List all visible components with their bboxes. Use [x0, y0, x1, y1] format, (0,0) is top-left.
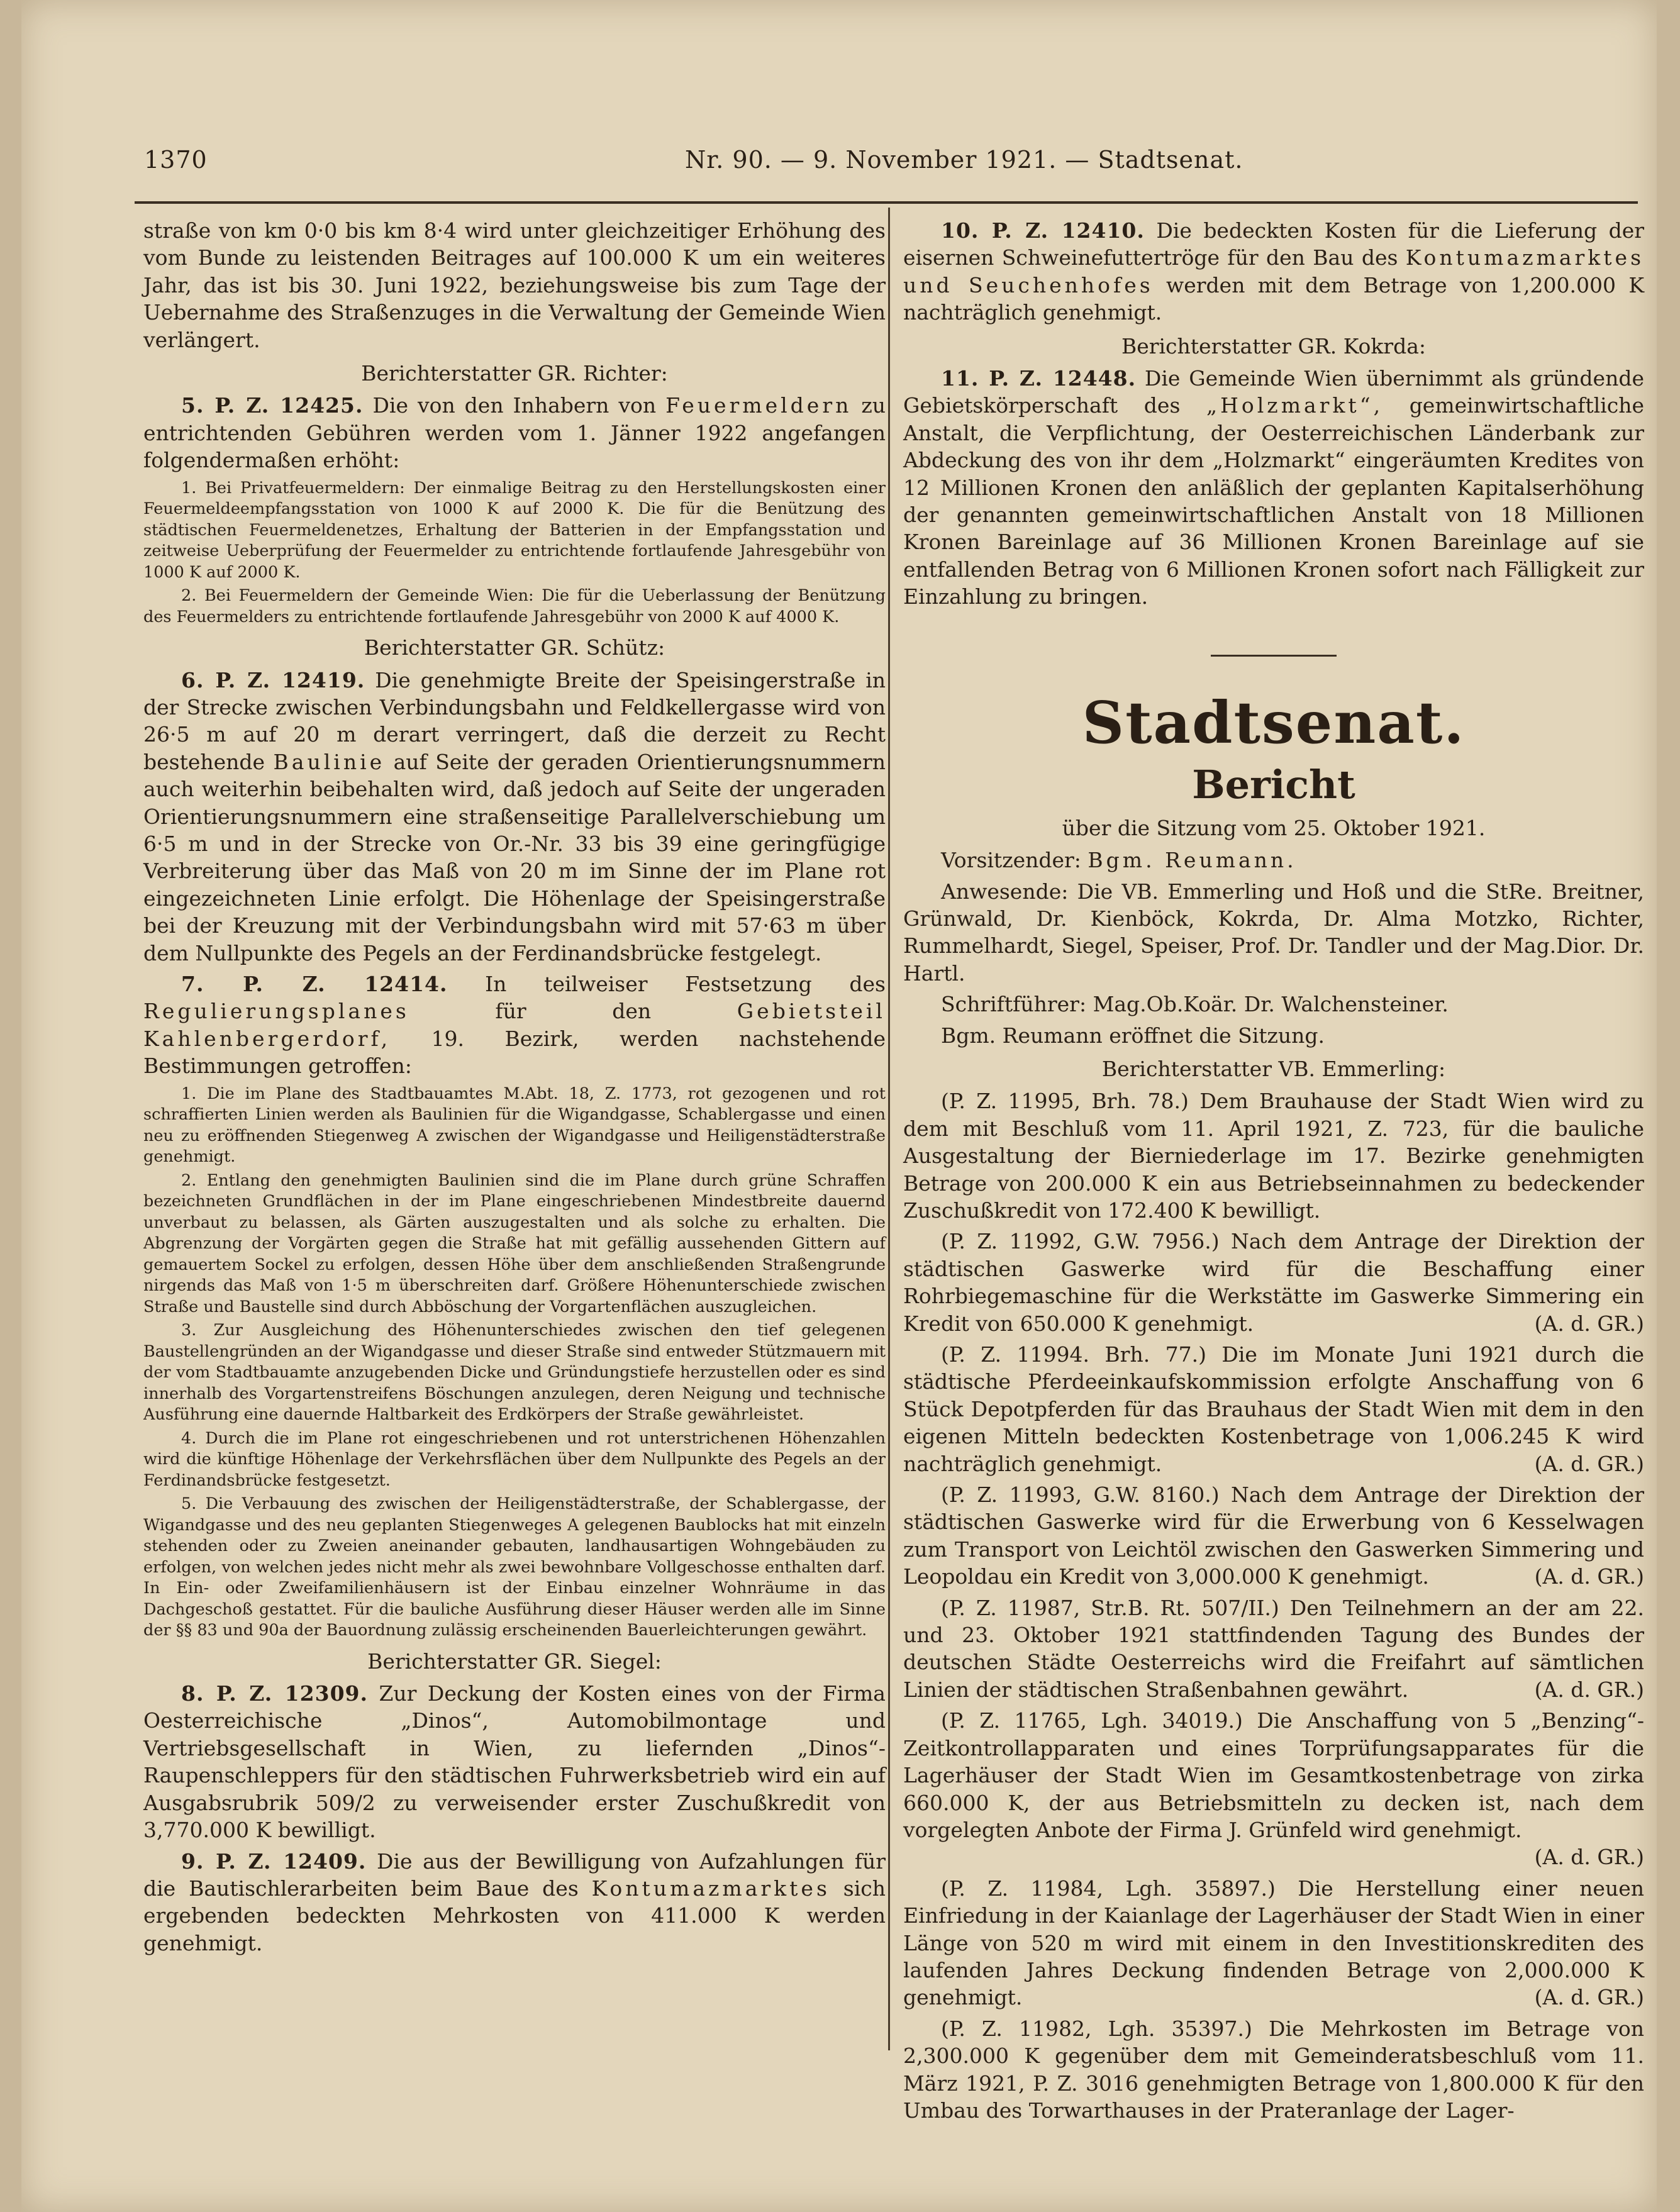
resolution-entry: (P. Z. 11987, Str.B. Rt. 507/II.) Den Teilnehmern an der am 22. und 23. Oktober 1921 stattfindenden Tagung des Bundes der deutschen Städte Oesterreichs wird die Freifahrt auf sämtlichen Linien der städtischen Straßenbahnen gewährt. (A. d. GR.) [903, 1594, 1644, 1704]
item-7-subitem: 2. Entlang den genehmigten Baulinien sind die im Plane durch grüne Schraffen bezeichneten Grundflächen in der im Plane eingeschriebenen Mindestbreite dauernd unverbaut zu belassen, als Gärten auszugestalten und als solche zu erhalten. Die Abgrenzung der Vorgärten gegen die Straße hat mit gefällig aussehenden Gittern auf gemauertem Sockel zu erfolgen, dessen Höhe über dem anschließenden Straßengrunde nirgends das Maß von 1·5 m überschreiten darf. Größere Höhenunterschiede zwischen Straße und Baustelle sind durch Abböschung der Vorgartenflächen auszugleichen. [143, 1170, 886, 1316]
reporter-heading: Berichterstatter GR. Schütz: [364, 635, 665, 660]
adgr-note: (A. d. GR.) [1534, 1451, 1644, 1476]
item-11: 11. P. Z. 12448. Die Gemeinde Wien übernimmt als gründende Gebietskörperschaft des „Holzmarkt“, gemeinwirtschaftliche Anstalt, die Verpflichtung, der Oesterreichischen Länderbank zur Abdeckung des von ihr dem „Holzmarkt“ eingeräumten Kredites von 12 Millionen Kronen den anläßlich der geplanten Kapitalserhöhung der genannten gemeinwirtschaftlichen Anstalt von 18 Millionen Kronen Bareinlage auf 36 Millionen Kronen Bareinlage auf sie entfallenden Betrag von 6 Millionen Kronen sofort nach Fälligkeit zur Einzahlung zu bringen. [903, 366, 1644, 609]
item-5-subitem: 2. Bei Feuermeldern der Gemeinde Wien: Die für die Ueberlassung der Benützung des Feuermelders zu entrichtende fortlaufende Jahresgebühr von 2000 K auf 4000 K. [143, 586, 886, 626]
page-number: 1370 [144, 146, 208, 174]
section-separator [1211, 655, 1337, 657]
adgr-note: (A. d. GR.) [1534, 1845, 1644, 1870]
entry-reference: (P. Z. 11765, Lgh. 34019.) [941, 1708, 1243, 1733]
item-7-subitem: 4. Durch die im Plane rot eingeschriebenen und rot unterstrichenen Höhenzahlen wird die künftige Höhenlage der Verkehrsflächen über dem Nullpunkte des Pegels an der Ferdinandsbrücke festgesetzt. [143, 1428, 886, 1490]
resolution-entry: (P. Z. 11765, Lgh. 34019.) Die Anschaffung von 5 „Benzing“-Zeitkontrollapparaten und eines Torprüfungsapparates für die Lagerhäuser der Stadt Wien im Gesamtkostenbetrage von zirka 660.000 K, der aus Betriebsmitteln zu decken ist, nach dem vorgelegten Anbote der Firma J. Grünfeld wird genehmigt. (A. d. GR.) [903, 1707, 1644, 1870]
item-5-subitem: 1. Bei Privatfeuermeldern: Der einmalige Beitrag zu den Herstellungskosten einer Feuermeldeempfangsstation von 1000 K auf 2000 K. Die für die Benützung des städtischen Feuermeldenetzes, Erhaltung der Batterien in der Empfangsstation und zeitweise Ueberprüfung der Feuermelder zu entrichtende fortlaufende Jahresgebühr von 1000 K auf 2000 K. [143, 478, 886, 582]
resolution-entry: (P. Z. 11993, G.W. 8160.) Nach dem Antrage der Direktion der städtischen Gaswerke wird für die Erwerbung von 6 Kesselwagen zum Transport von Leichtöl zwischen den Gaswerken Simmering und Leopoldau ein Kredit von 3,000.000 K genehmigt. (A. d. GR.) [903, 1481, 1644, 1591]
opening-line: Bgm. Reumann eröffnet die Sitzung. [941, 1023, 1325, 1048]
section-title: Stadtsenat. [1082, 688, 1466, 757]
reporter-heading: Berichterstatter GR. Kokrda: [1121, 333, 1427, 358]
item-6: 6. P. Z. 12419. Die genehmigte Breite der Speisingerstraße in der Strecke zwischen Verbindungsbahn und Feldkellergasse wird von 26·5 m auf 20 m derart verringert, daß die derzeit zu Recht bestehende Baulinie auf Seite der geraden Orientierungsnummern auch weiterhin beibehalten wird, daß jedoch auf Seite der ungeraden Orientierungsnummern eine straßenseitige Parallelverschiebung um 6·5 m und in der Strecke von Or.-Nr. 33 bis 39 eine geringfügige Verbreiterung über das Maß von 20 m im Sinne der im Plane rot eingezeichneten Linie erfolgt. Die Höhenlage der Speisingerstraße bei der Kreuzung mit der Verbindungsbahn wird mit 57·63 m über dem Nullpunkte des Pegels an der Ferdinandsbrücke festgelegt. [143, 667, 886, 965]
reporter-heading: Berichterstatter VB. Emmerling: [1101, 1056, 1446, 1081]
item-number: 5. P. Z. 12425. [181, 393, 364, 418]
item-7-subitem: 5. Die Verbauung des zwischen der Heiligenstädterstraße, der Schablergasse, der Wigandgasse und des neu geplanten Stiegenweges A gelegenen Baublocks hat mit einzeln stehenden oder zu Zweien aneinander gebauten, landhausartigen Wohngebäuden zu erfolgen, von welchen jedes nicht mehr als zwei bewohnbare Vollgeschosse enthalten darf. In Ein- oder Zweifamilienhäusern ist der Einbau einzelner Wohnräume in das Dachgeschoß gestattet. Für die bauliche Ausführung dieser Häuser werden alle im Sinne der §§ 83 und 90a der Bauordnung zulässig erscheinenden Bauerleichterungen gewährt. [143, 1494, 886, 1640]
continued-paragraph: straße von km 0·0 bis km 8·4 wird unter gleichzeitiger Erhöhung des vom Bunde zu leistenden Beitrages auf 100.000 K um ein weiteres Jahr, das ist bis 30. Juni 1922, beziehungsweise bis zum Tage der Uebernahme des Straßenzuges in die Verwaltung der Gemeinde Wien verlängert. [143, 218, 886, 352]
reporter-heading: Berichterstatter GR. Richter: [361, 361, 668, 386]
resolution-entry: (P. Z. 11992, G.W. 7956.) Nach dem Antrage der Direktion der städtischen Gaswerke wird für die Beschaffung einer Rohrbiegemaschine für die Werkstätte im Gaswerke Simmering ein Kredit von 650.000 K genehmigt. (A. d. GR.) [903, 1228, 1644, 1337]
entry-reference: (P. Z. 11984, Lgh. 35897.) [941, 1876, 1276, 1901]
newspaper-page [21, 0, 1657, 2212]
item-7-subitem: 1. Die im Plane des Stadtbauamtes M.Abt. 18, Z. 1773, rot gezogenen und rot schraffierten Linien werden als Baulinien für die Wigandgasse, Schablergasse und einen neu zu eröffnenden Stiegenweg A zwischen der Wigandgasse und Heiligenstädterstraße genehmigt. [143, 1084, 886, 1167]
item-number: 7. P. Z. 12414. [181, 972, 448, 997]
header-rule [135, 201, 1638, 204]
entry-reference: (P. Z. 11994. Brh. 77.) [941, 1342, 1206, 1367]
chair-line: Vorsitzender: Bgm. Reumann. [941, 848, 1297, 873]
item-number: 10. P. Z. 12410. [941, 218, 1145, 243]
item-number: 11. P. Z. 12448. [941, 366, 1137, 391]
entry-reference: (P. Z. 11993, G.W. 8160.) [941, 1482, 1220, 1508]
session-line: über die Sitzung vom 25. Oktober 1921. [1062, 815, 1486, 840]
reporter-heading: Berichterstatter GR. Siegel: [367, 1648, 662, 1674]
section-subtitle: Bericht [1192, 761, 1355, 808]
item-10: 10. P. Z. 12410. Die bedeckten Kosten für die Lieferung der eisernen Schweinefuttertröge für den Bau des Kontumazmarktes und Seuchenhofes werden mit dem Betrage von 1,200.000 K nachträglich genehmigt. [903, 218, 1644, 325]
entry-reference: (P. Z. 11987, Str.B. Rt. 507/II.) [941, 1595, 1279, 1620]
item-5: 5. P. Z. 12425. Die von den Inhabern von Feuermeldern zu entrichtenden Gebühren werden vom 1. Jänner 1922 angefangen folgendermaßen erhöht: [143, 393, 886, 473]
secretary-line: Schriftführer: Mag.Ob.Koär. Dr. Walchensteiner. [941, 992, 1449, 1017]
item-8: 8. P. Z. 12309. Zur Deckung der Kosten eines von der Firma Oesterreichische „Dinos“, Automobilmontage und Vertriebsgesellschaft in Wien, zu liefernden „Dinos“-Raupenschleppers für den städtischen Fuhrwerksbetrieb wird ein auf Ausgabsrubrik 509/2 zu verweisender erster Zuschußkredit von 3,770.000 K bewilligt. [143, 1681, 886, 1843]
entry-reference: (P. Z. 11995, Brh. 78.) [941, 1089, 1189, 1114]
entry-reference: (P. Z. 11982, Lgh. 35397.) [941, 2016, 1252, 2041]
adgr-note: (A. d. GR.) [1534, 1564, 1644, 1589]
running-title: Nr. 90. — 9. November 1921. — Stadtsenat. [685, 146, 1243, 174]
item-number: 8. P. Z. 12309. [181, 1681, 368, 1706]
adgr-note: (A. d. GR.) [1534, 1311, 1644, 1336]
item-number: 9. P. Z. 12409. [181, 1848, 367, 1874]
item-number: 6. P. Z. 12419. [181, 667, 365, 692]
resolution-entry: (P. Z. 11994. Brh. 77.) Die im Monate Juni 1921 durch die städtische Pferdeeinkaufskommission erfolgte Anschaffung von 6 Stück Depotpferden für das Brauhaus der Stadt Wien mit dem in den eigenen Mitteln bedeckten Kostenbetrage von 1,006.245 K wird nachträglich genehmigt. (A. d. GR.) [903, 1341, 1644, 1477]
adgr-note: (A. d. GR.) [1534, 1677, 1644, 1702]
column-divider [888, 208, 890, 2050]
right-column [903, 217, 1644, 2128]
item-9: 9. P. Z. 12409. Die aus der Bewilligung von Aufzahlungen für die Bautischlerarbeiten beim Baue des Kontumazmarktes sich ergebenden bedeckten Mehrkosten von 411.000 K werden genehmigt. [143, 1848, 886, 1955]
resolution-entry: (P. Z. 11995, Brh. 78.) Dem Brauhause der Stadt Wien wird zu dem mit Beschluß vom 11. April 1921, Z. 723, für die bauliche Ausgestaltung der Bierniederlage im 17. Bezirke genehmigten Betrage von 200.000 K ein aus Betriebseinnahmen zu bedeckender Zuschußkredit von 172.400 K bewilligt. [903, 1089, 1644, 1223]
item-7: 7. P. Z. 12414. In teilweiser Festsetzung des Regulierungsplanes für den Gebietsteil Kahlenbergerdorf, 19. Bezirk, werden nachstehende Bestimmungen getroffen: [143, 972, 886, 1079]
resolution-entry: (P. Z. 11982, Lgh. 35397.) Die Mehrkosten im Betrage von 2,300.000 K gegenüber dem mit Gemeinderatsbeschluß vom 11. März 1921, P. Z. 3016 genehmigten Betrage von 1,800.000 K für den Umbau des Torwarthauses in der Prateranlage der Lager- [903, 2016, 1644, 2123]
item-7-subitem: 3. Zur Ausgleichung des Höhenunterschiedes zwischen den tief gelegenen Baustellengründen an der Wigandgasse und dieser Straße sind entweder Stützmauern mit der vom Stadtbauamte anzugebenden Dicke und Gründungstiefe herzustellen oder es sind innerhalb des Vorgartenstreifens Böschungen anzulegen, deren Neigung und technische Ausführung eine dauernde Haltbarkeit des Erdkörpers der Straße gewährleistet. [143, 1321, 886, 1425]
attendees-line: Anwesende: Die VB. Emmerling und Hoß und die StRe. Breitner, Grünwald, Dr. Kienböck, Kokrda, Dr. Alma Motzko, Richter, Rummelhardt, Siegel, Speiser, Prof. Dr. Tandler und der Mag.Dior. Dr. Hartl. [903, 879, 1644, 986]
resolution-entry: (P. Z. 11984, Lgh. 35897.) Die Herstellung einer neuen Einfriedung in der Kaianlage der Lagerhäuser der Stadt Wien in einer Länge von 520 m wird mit einem in den Investitionskrediten des laufenden Jahres Deckung findenden Betrage von 2,000.000 K genehmigt. (A. d. GR.) [903, 1875, 1644, 2011]
entry-reference: (P. Z. 11992, G.W. 7956.) [941, 1229, 1220, 1254]
adgr-note: (A. d. GR.) [1534, 1985, 1644, 2010]
left-column [143, 217, 886, 1960]
